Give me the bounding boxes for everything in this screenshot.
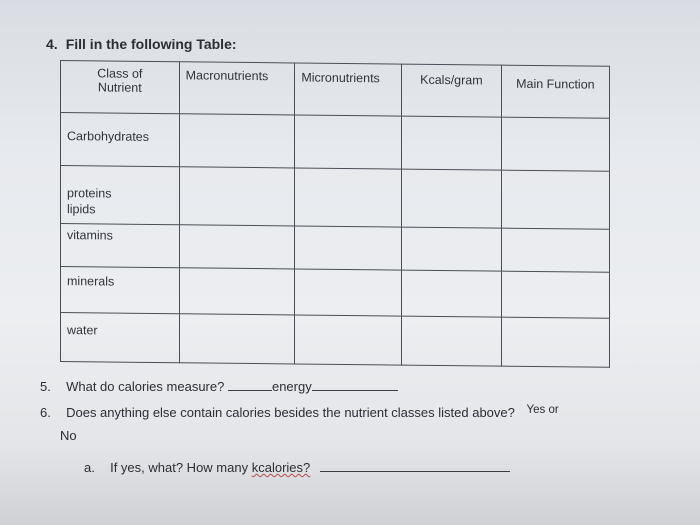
- table-cell[interactable]: [402, 227, 502, 271]
- table-header-row: [61, 61, 610, 119]
- table-cell[interactable]: [295, 315, 402, 365]
- table-cell[interactable]: [501, 228, 609, 272]
- table-cell[interactable]: [501, 317, 609, 367]
- table-row: [61, 113, 610, 172]
- table-cell[interactable]: [402, 316, 502, 366]
- table-cell[interactable]: [402, 169, 502, 228]
- question-4: [46, 36, 237, 52]
- question-5-answer: energy: [271, 379, 312, 394]
- question-5-text: What do calories measure?: [66, 379, 225, 394]
- table-cell[interactable]: [179, 225, 295, 269]
- table-cell[interactable]: [295, 115, 402, 169]
- header-class-of-nutrient: [61, 61, 180, 114]
- row-label-water: water: [61, 313, 180, 363]
- row-label-minerals: minerals: [61, 267, 180, 314]
- table-cell[interactable]: [402, 270, 502, 317]
- question-5-blank-before[interactable]: [228, 378, 272, 391]
- question-6a-letter: a.: [84, 460, 95, 475]
- question-6-yes-or: Yes or: [526, 404, 559, 416]
- table-cell[interactable]: [179, 167, 295, 226]
- table-cell[interactable]: [179, 314, 295, 364]
- header-main-function: Main Function: [501, 65, 609, 118]
- question-6-number: 6.: [40, 405, 51, 420]
- question-6: [40, 402, 630, 447]
- table-cell[interactable]: [295, 269, 402, 316]
- table-cell[interactable]: [179, 268, 295, 315]
- table-cell[interactable]: [295, 168, 402, 227]
- question-6a-text: If yes, what? How many: [110, 460, 249, 475]
- row-label-lipids: lipids: [67, 202, 96, 217]
- table-cell[interactable]: [179, 114, 295, 168]
- header-macronutrients: Macronutrients: [179, 62, 295, 115]
- question-4-text: Fill in the following Table:: [65, 36, 237, 52]
- header-class-line2: Nutrient: [97, 80, 142, 95]
- question-5: [40, 378, 398, 394]
- header-class-line1: Class of: [97, 66, 143, 81]
- table-row: [61, 224, 610, 273]
- question-6a-answer-line[interactable]: [320, 459, 510, 472]
- header-kcals-gram: Kcals/gram: [402, 64, 502, 117]
- table-row: [61, 166, 610, 230]
- question-6-no: No: [60, 428, 77, 443]
- row-label-proteins-lipids: [61, 166, 180, 225]
- question-6a: [84, 459, 510, 475]
- row-label-carbohydrates: Carbohydrates: [61, 113, 180, 167]
- table-cell[interactable]: [501, 117, 609, 171]
- question-6-text: Does anything else contain calories besides the nutrient classes listed above?: [66, 405, 515, 420]
- table-cell[interactable]: [402, 116, 502, 170]
- nutrient-table: [60, 60, 610, 368]
- table-row: [61, 267, 610, 319]
- question-5-blank-after[interactable]: [312, 378, 398, 391]
- row-label-proteins: proteins: [67, 186, 112, 201]
- table-cell[interactable]: [501, 170, 609, 229]
- table-cell[interactable]: [501, 271, 609, 318]
- table-cell[interactable]: [295, 226, 402, 270]
- question-6a-kcalories: kcalories?: [251, 460, 311, 475]
- row-label-vitamins: vitamins: [61, 224, 180, 268]
- question-5-number: 5.: [40, 379, 51, 394]
- header-micronutrients: Micronutrients: [295, 63, 402, 116]
- question-4-number: 4.: [46, 36, 58, 52]
- table-row: [61, 313, 610, 368]
